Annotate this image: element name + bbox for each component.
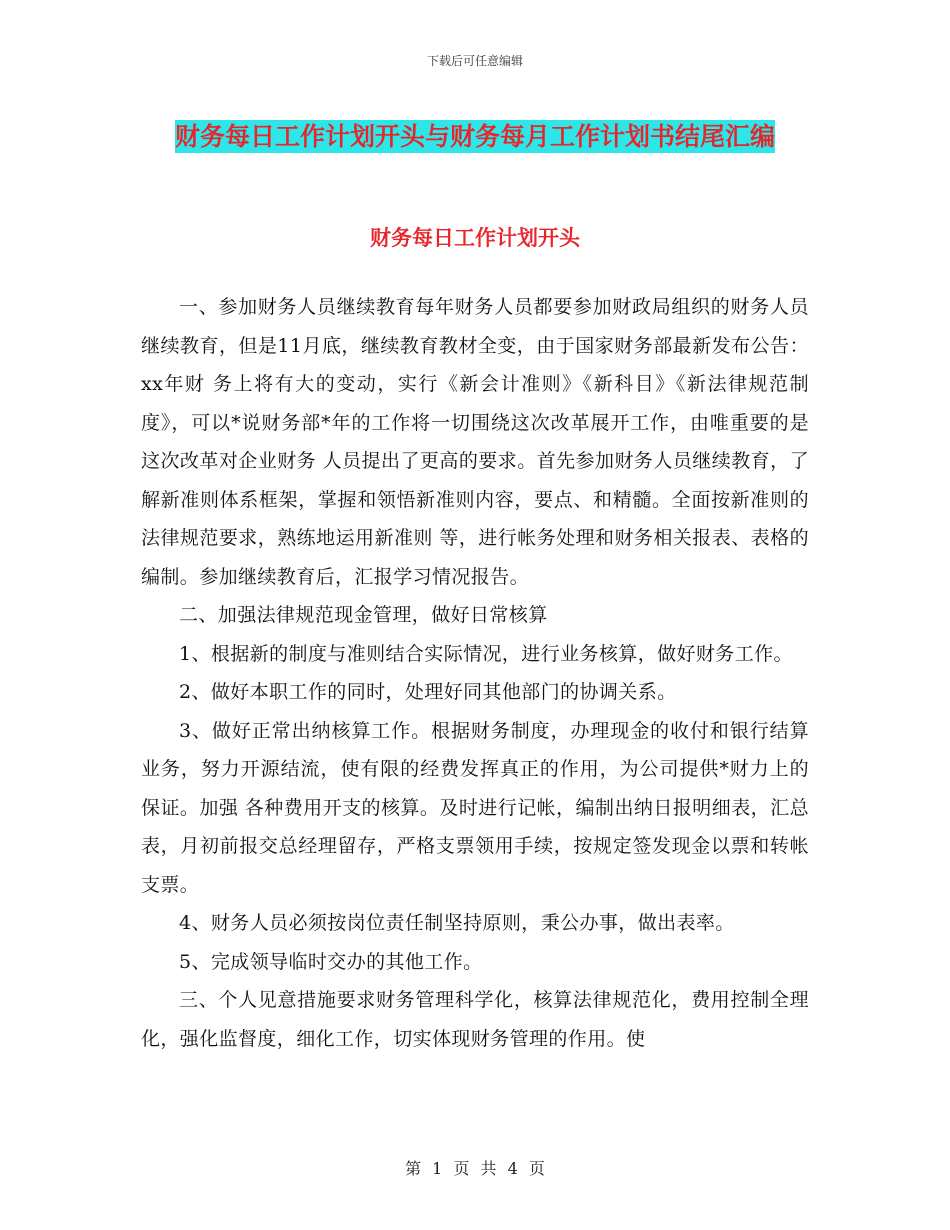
paragraph: 一、参加财务人员继续教育每年财务人员都要参加财政局组织的财务人员继续教育，但是11月底，继续教育教材全变，由于国家财务部最新发布公告：xx年财 务上将有大的变动，实行《新会计准则》《新科目》《新法律规范制度》，可以*说财务部*年的工作将一切围绕这次改革展开工作，由唯重要的是这次改革对企业财务 人员提出了更高的要求。首先参加财务人员继续教育，了解新准则体系框架，掌握和领悟新准则内容，要点、和精髓。全面按新准则的法律规范要求，熟练地运用新准则 等，进行帐务处理和财务相关报表、表格的编制。参加继续教育后，汇报学习情况报告。 — [141, 296, 809, 588]
paragraph: 三、个人见意措施要求财务管理科学化，核算法律规范化，费用控制全理化，强化监督度，细化工作，切实体现财务管理的作用。使 — [141, 989, 809, 1050]
paragraph: 二、加强法律规范现金管理，做好日常核算 — [179, 604, 548, 626]
paragraph: 1、根据新的制度与准则结合实际情况，进行业务核算，做好财务工作。 — [179, 642, 793, 665]
paragraph: 4、财务人员必须按岗位责任制坚持原则，秉公办事，做出表率。 — [179, 912, 735, 934]
page-number-footer: 第 1 页 共 4 页 — [405, 1159, 545, 1178]
paragraph: 3、做好正常出纳核算工作。根据财务制度，办理现金的收付和银行结算业务，努力开源结流，使有限的经费发挥真正的作用，为公司提供*财力上的保证。加强 各种费用开支的核算。及时进行记帐，编制出纳日报明细表，汇总表，月初前报交总经理留存，严格支票领用手续，按规定签发现金以票和转帐支票。 — [141, 719, 809, 896]
document-title-text: 财务每日工作计划开头与财务每月工作计划书结尾汇编 — [174, 122, 775, 151]
document-title — [140, 112, 810, 161]
paragraph: 2、做好本职工作的同时，处理好同其他部门的协调关系。 — [179, 681, 677, 703]
paragraph: 5、完成领导临时交办的其他工作。 — [179, 950, 483, 973]
header-note: 下载后可任意编辑 — [426, 54, 523, 68]
section-title: 财务每日工作计划开头 — [370, 226, 580, 250]
document-body — [141, 288, 809, 1058]
